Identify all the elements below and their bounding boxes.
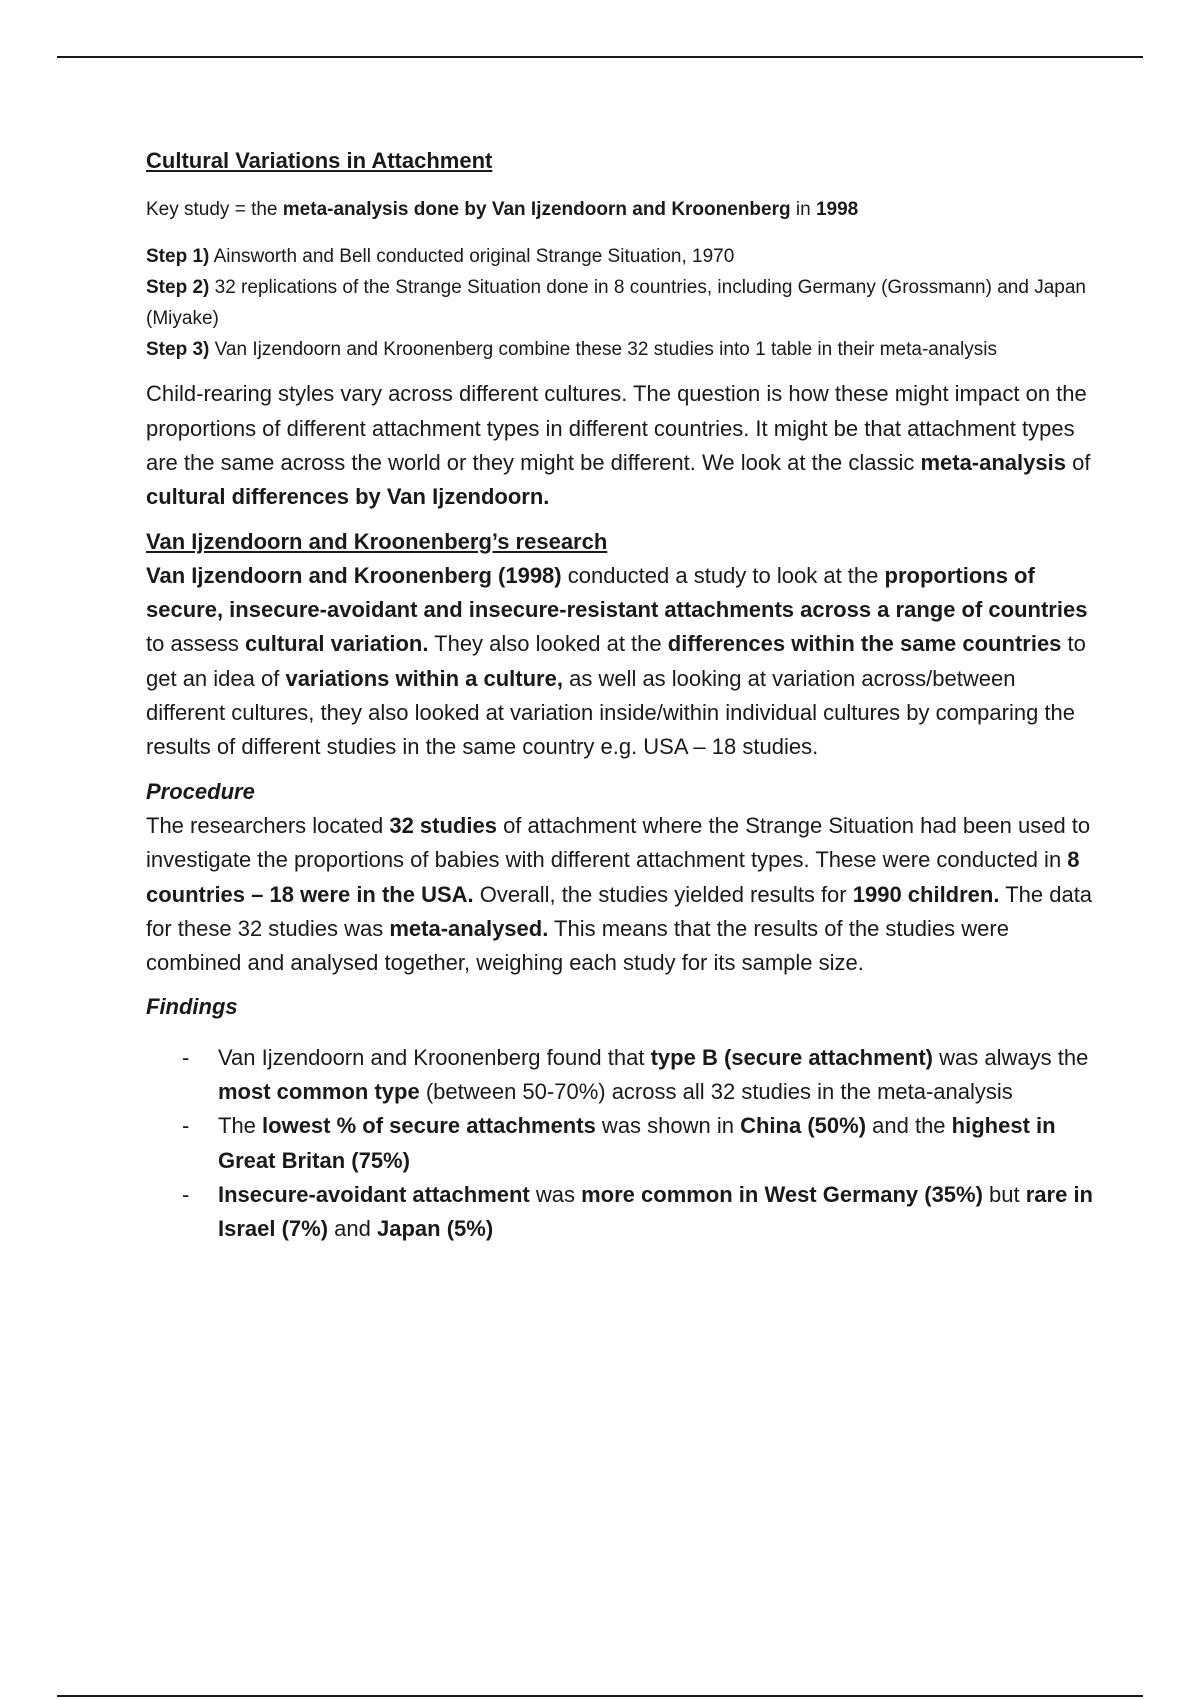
finding-item-3: - Insecure-avoidant attachment was more common in West Germany (35%) but rare in Israel (7%) and Japan (5%) — [146, 1178, 1096, 1247]
document-title: Cultural Variations in Attachment — [146, 148, 493, 173]
finding-item-1: - Van Ijzendoorn and Kroonenberg found that type B (secure attachment) was always the most common type (between 50-70%) across all 32 studies in the meta-analysis — [146, 1041, 1096, 1110]
research-heading: Van Ijzendoorn and Kroonenberg’s research — [146, 528, 608, 554]
top-rule — [57, 56, 1143, 58]
findings-list — [146, 1041, 1096, 1247]
findings-heading: Findings — [146, 994, 238, 1020]
finding-item-2: - The lowest % of secure attachments was shown in China (50%) and the highest in Great Britan (75%) — [146, 1109, 1096, 1178]
bullet-dash-icon: - — [182, 1113, 190, 1139]
step-2: Step 2) 32 replications of the Strange Situation done in 8 countries, including Germany (Grossmann) and Japan (Miyake) — [146, 277, 1086, 330]
procedure-heading: Procedure — [146, 778, 255, 804]
bullet-dash-icon: - — [182, 1181, 190, 1207]
bullet-dash-icon: - — [182, 1044, 190, 1070]
document-body — [146, 140, 1096, 1247]
step-3: Step 3) Van Ijzendoorn and Kroonenberg combine these 32 studies into 1 table in their meta-analysis — [146, 339, 997, 361]
research-paragraph: Van Ijzendoorn and Kroonenberg (1998) conducted a study to look at the proportions of secure, insecure-avoidant and insecure-resistant attachments across a range of countries to assess cultural variation. They also looked at the differences within the same countries to get an idea of variations within a culture, as well as looking at variation across/between different cultures, they also looked at variation inside/within individual cultures by comparing the results of different studies in the same country e.g. USA – 18 studies. — [146, 562, 1088, 760]
steps-list — [146, 241, 1096, 365]
key-study-line: Key study = the meta-analysis done by Van Ijzendoorn and Kroonenberg in 1998 — [146, 199, 859, 221]
bottom-rule — [57, 1695, 1143, 1697]
intro-paragraph: Child-rearing styles vary across different cultures. The question is how these might impact on the proportions of different attachment types in different countries. It might be that attachment types are the same across the world or they might be different. We look at the classic meta-analysis of cultural differences by Van Ijzendoorn. — [146, 381, 1091, 510]
procedure-paragraph: The researchers located 32 studies of attachment where the Strange Situation had been used to investigate the proportions of babies with different attachment types. These were conducted in 8 countries – 18 were in the USA. Overall, the studies yielded results for 1990 children. The data for these 32 studies was meta-analysed. This means that the results of the studies were combined and analysed together, weighing each study for its sample size. — [146, 812, 1093, 976]
step-1: Step 1) Ainsworth and Bell conducted original Strange Situation, 1970 — [146, 246, 735, 268]
